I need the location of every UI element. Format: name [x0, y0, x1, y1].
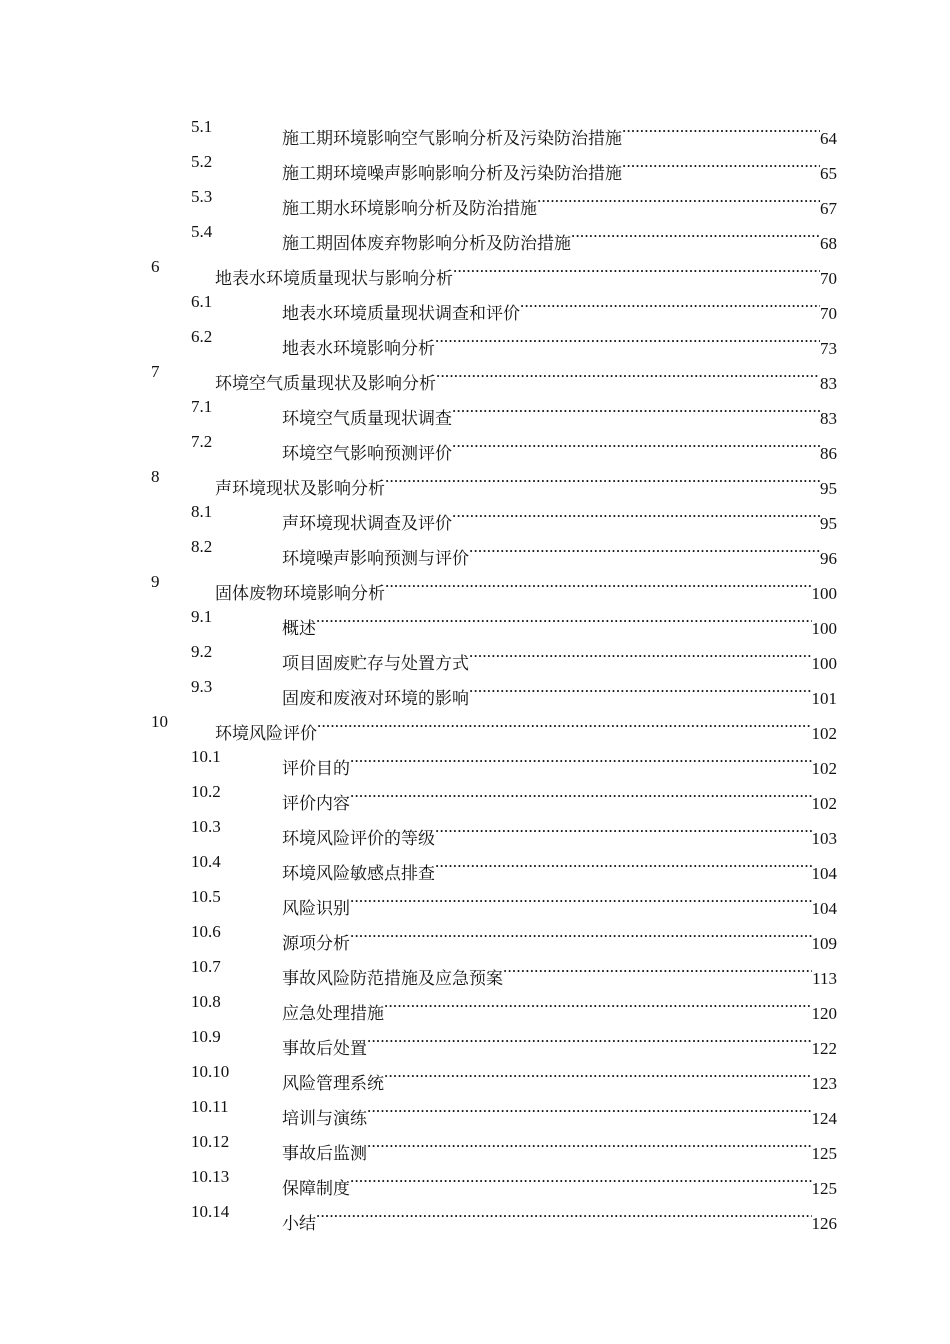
dot-leader: [350, 739, 812, 774]
toc-entry[interactable]: [0, 494, 950, 534]
toc-entry[interactable]: [0, 109, 950, 149]
toc-entry-title: 声环境现状及影响分析: [215, 479, 385, 499]
toc-entry-page: 101: [811, 689, 837, 708]
toc-entry[interactable]: [0, 599, 950, 639]
toc-entry-page: 68: [820, 234, 837, 253]
toc-entry-number: 10.7: [191, 957, 221, 976]
toc-entry-title: 事故风险防范措施及应急预案: [282, 969, 503, 989]
dot-leader: [469, 529, 820, 564]
toc-entry-title: 应急处理措施: [282, 1004, 384, 1024]
toc-entry-title: 评价内容: [282, 794, 350, 814]
dot-leader: [350, 774, 812, 809]
toc-entry-page: 124: [811, 1109, 837, 1128]
toc-entry-number: 10.10: [191, 1062, 230, 1081]
toc-entry[interactable]: [0, 424, 950, 464]
dot-leader: [350, 1159, 812, 1194]
toc-entry-number: 10.11: [191, 1097, 229, 1116]
toc-entry[interactable]: [0, 1089, 950, 1129]
toc-entry[interactable]: [0, 284, 950, 324]
toc-entry-title: 施工期环境影响空气影响分析及污染防治措施: [282, 129, 622, 149]
dot-leader: [622, 144, 820, 179]
toc-entry-number: 6: [151, 257, 160, 276]
toc-chapter-entry[interactable]: [0, 249, 950, 289]
toc-entry-page: 96: [820, 549, 837, 568]
toc-entry-page: 95: [820, 479, 837, 498]
toc-entry-title: 小结: [282, 1214, 316, 1234]
toc-chapter-entry[interactable]: [0, 704, 950, 744]
toc-entry-number: 10: [151, 712, 168, 731]
dot-leader: [452, 494, 820, 529]
toc-entry-page: 65: [820, 164, 837, 183]
toc-entry-page: 86: [820, 444, 837, 463]
toc-entry[interactable]: [0, 739, 950, 779]
dot-leader: [384, 984, 812, 1019]
toc-entry-page: 109: [811, 934, 837, 953]
toc-entry-page: 120: [811, 1004, 837, 1023]
toc-entry-page: 100: [811, 619, 837, 638]
dot-leader: [317, 704, 812, 739]
toc-entry-page: 70: [820, 269, 837, 288]
toc-entry-number: 5.4: [191, 222, 213, 241]
toc-entry-title: 风险管理系统: [282, 1074, 384, 1094]
toc-entry-page: 95: [820, 514, 837, 533]
toc-entry-page: 102: [811, 794, 837, 813]
toc-entry[interactable]: [0, 949, 950, 989]
toc-entry[interactable]: [0, 319, 950, 359]
toc-entry-title: 地表水环境质量现状与影响分析: [215, 269, 453, 289]
toc-entry-title: 评价目的: [282, 759, 350, 779]
toc-entry-title: 施工期水环境影响分析及防治措施: [282, 199, 537, 219]
toc-entry-number: 6.2: [191, 327, 213, 346]
toc-entry-number: 10.1: [191, 747, 221, 766]
toc-entry-title: 事故后处置: [282, 1039, 367, 1059]
toc-entry-number: 10.9: [191, 1027, 221, 1046]
toc-entry-title: 施工期固体废弃物影响分析及防治措施: [282, 234, 571, 254]
toc-entry-number: 9.1: [191, 607, 213, 626]
toc-entry-page: 83: [820, 374, 837, 393]
toc-entry-number: 7.1: [191, 397, 213, 416]
dot-leader: [622, 109, 820, 144]
dot-leader: [452, 424, 820, 459]
toc-entry-title: 施工期环境噪声影响影响分析及污染防治措施: [282, 164, 622, 184]
dot-leader: [350, 914, 812, 949]
toc-entry-title: 固废和废液对环境的影响: [282, 689, 469, 709]
toc-entry-page: 70: [820, 304, 837, 323]
toc-entry-number: 8.1: [191, 502, 213, 521]
toc-entry-title: 地表水环境影响分析: [282, 339, 435, 359]
table-of-contents: [0, 109, 950, 1234]
toc-entry-title: 环境空气质量现状及影响分析: [215, 374, 436, 394]
dot-leader: [367, 1124, 812, 1159]
toc-entry-page: 83: [820, 409, 837, 428]
toc-entry-title: 环境空气影响预测评价: [282, 444, 452, 464]
toc-entry[interactable]: [0, 389, 950, 429]
toc-entry-page: 113: [812, 969, 837, 988]
toc-entry-page: 104: [811, 899, 837, 918]
toc-entry[interactable]: [0, 1054, 950, 1094]
toc-entry-title: 固体废物环境影响分析: [215, 584, 385, 604]
toc-entry-number: 7: [151, 362, 160, 381]
dot-leader: [435, 319, 820, 354]
toc-entry-title: 环境空气质量现状调查: [282, 409, 452, 429]
toc-entry-number: 8.2: [191, 537, 213, 556]
toc-entry[interactable]: [0, 1194, 950, 1234]
dot-leader: [571, 214, 820, 249]
dot-leader: [367, 1019, 812, 1054]
dot-leader: [384, 1054, 812, 1089]
toc-entry[interactable]: [0, 879, 950, 919]
dot-leader: [469, 634, 812, 669]
toc-entry-title: 概述: [282, 619, 316, 639]
toc-entry-number: 10.6: [191, 922, 221, 941]
toc-entry-page: 125: [811, 1179, 837, 1198]
toc-entry-number: 10.14: [191, 1202, 230, 1221]
toc-entry-page: 100: [811, 654, 837, 673]
toc-entry-page: 67: [820, 199, 837, 218]
toc-entry-title: 保障制度: [282, 1179, 350, 1199]
toc-entry-number: 6.1: [191, 292, 213, 311]
toc-entry[interactable]: [0, 984, 950, 1024]
dot-leader: [452, 389, 820, 424]
dot-leader: [435, 809, 812, 844]
toc-entry-title: 培训与演练: [282, 1109, 367, 1129]
toc-entry-title: 风险识别: [282, 899, 350, 919]
toc-entry[interactable]: [0, 1124, 950, 1164]
toc-entry-title: 项目固废贮存与处置方式: [282, 654, 469, 674]
dot-leader: [350, 879, 812, 914]
dot-leader: [385, 459, 820, 494]
dot-leader: [537, 179, 820, 214]
dot-leader: [367, 1089, 812, 1124]
toc-entry-title: 环境风险评价的等级: [282, 829, 435, 849]
toc-entry-page: 103: [811, 829, 837, 848]
dot-leader: [316, 1194, 812, 1229]
toc-entry-number: 10.2: [191, 782, 221, 801]
toc-entry-title: 环境风险评价: [215, 724, 317, 744]
toc-entry[interactable]: [0, 809, 950, 849]
toc-chapter-entry[interactable]: [0, 354, 950, 394]
toc-entry-page: 102: [811, 724, 837, 743]
dot-leader: [436, 354, 820, 389]
toc-entry-title: 声环境现状调查及评价: [282, 514, 452, 534]
dot-leader: [520, 284, 820, 319]
toc-entry-page: 100: [811, 584, 837, 603]
toc-entry-number: 10.5: [191, 887, 221, 906]
toc-entry[interactable]: [0, 144, 950, 184]
toc-entry-page: 73: [820, 339, 837, 358]
toc-entry-number: 9.3: [191, 677, 213, 696]
dot-leader: [316, 599, 812, 634]
toc-entry-title: 事故后监测: [282, 1144, 367, 1164]
toc-entry[interactable]: [0, 914, 950, 954]
toc-entry-title: 环境噪声影响预测与评价: [282, 549, 469, 569]
toc-entry[interactable]: [0, 634, 950, 674]
toc-entry-number: 10.3: [191, 817, 221, 836]
toc-entry[interactable]: [0, 529, 950, 569]
toc-entry-page: 104: [811, 864, 837, 883]
dot-leader: [453, 249, 820, 284]
toc-entry[interactable]: [0, 669, 950, 709]
toc-entry-number: 5.1: [191, 117, 213, 136]
toc-entry[interactable]: [0, 214, 950, 254]
toc-entry-number: 8: [151, 467, 160, 486]
toc-entry[interactable]: [0, 774, 950, 814]
toc-entry-number: 5.3: [191, 187, 213, 206]
toc-entry-page: 126: [811, 1214, 837, 1233]
dot-leader: [385, 564, 812, 599]
toc-entry-title: 源项分析: [282, 934, 350, 954]
toc-chapter-entry[interactable]: [0, 564, 950, 604]
toc-entry-number: 7.2: [191, 432, 213, 451]
dot-leader: [469, 669, 812, 704]
toc-entry-title: 环境风险敏感点排查: [282, 864, 435, 884]
toc-entry-page: 64: [820, 129, 837, 148]
toc-entry[interactable]: [0, 1159, 950, 1199]
toc-entry[interactable]: [0, 844, 950, 884]
toc-entry-number: 9.2: [191, 642, 213, 661]
toc-entry-number: 5.2: [191, 152, 213, 171]
toc-entry-page: 102: [811, 759, 837, 778]
toc-entry-title: 地表水环境质量现状调查和评价: [282, 304, 520, 324]
toc-entry[interactable]: [0, 1019, 950, 1059]
toc-entry-number: 9: [151, 572, 160, 591]
toc-entry-number: 10.12: [191, 1132, 230, 1151]
toc-entry-page: 122: [811, 1039, 837, 1058]
toc-entry-page: 125: [811, 1144, 837, 1163]
dot-leader: [435, 844, 812, 879]
toc-entry-number: 10.8: [191, 992, 221, 1011]
toc-chapter-entry[interactable]: [0, 459, 950, 499]
toc-entry-number: 10.4: [191, 852, 221, 871]
toc-entry-number: 10.13: [191, 1167, 230, 1186]
dot-leader: [503, 949, 812, 984]
toc-entry-page: 123: [811, 1074, 837, 1093]
toc-entry[interactable]: [0, 179, 950, 219]
